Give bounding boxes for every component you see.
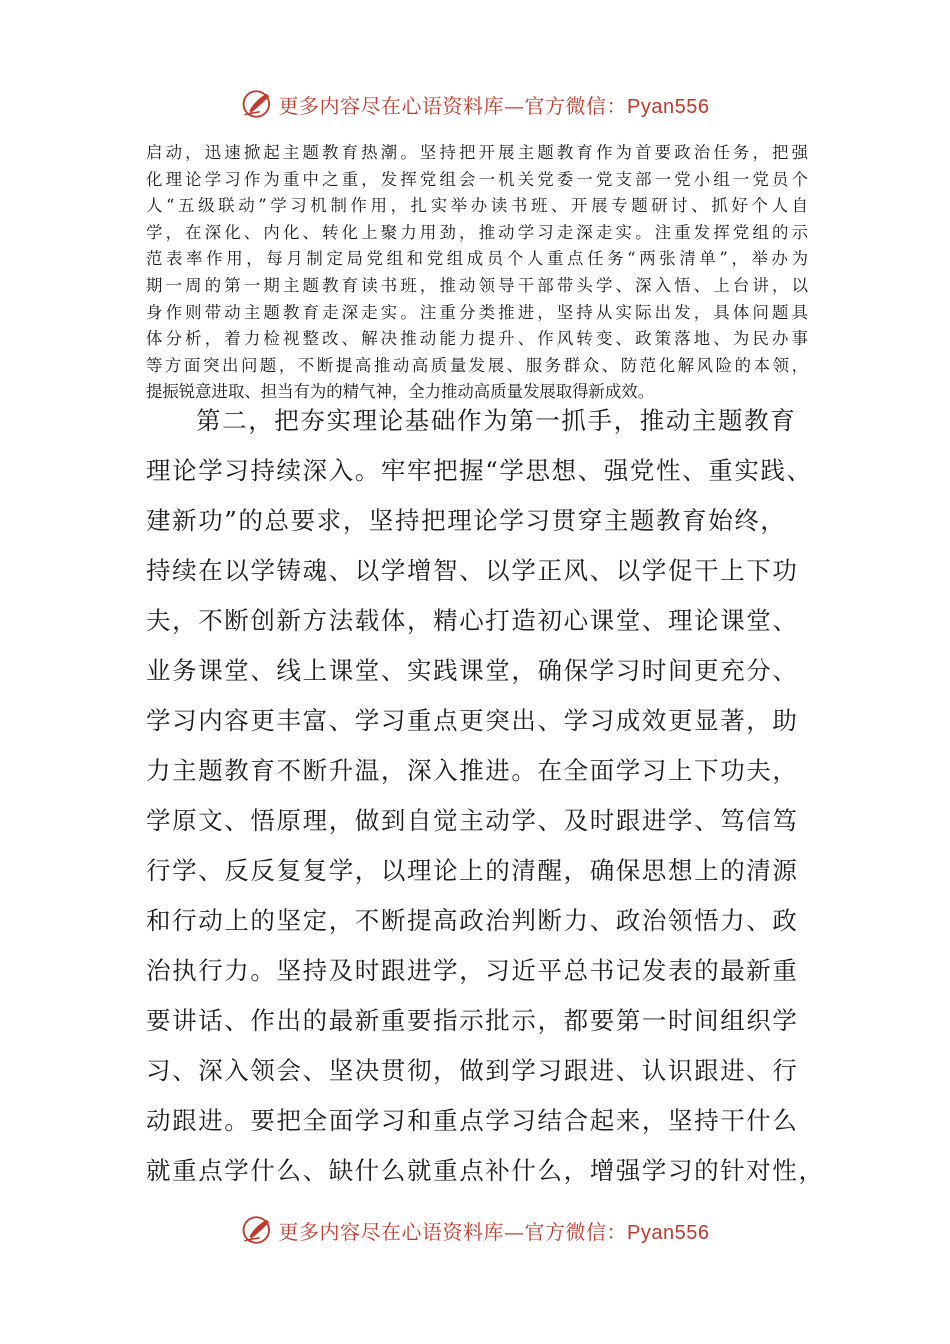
header-wechat-handle: Pyan556 [627,95,710,118]
footer-banner [0,1210,950,1250]
body-line: 持续在以学铸魂、以学增智、以学正风、以学促干上下功 [146,556,799,585]
body-line: 业务课堂、线上课堂、实践课堂，确保学习时间更充分、 [146,656,799,685]
body-line: 行学、反反复复学，以理论上的清醒，确保思想上的清源 [146,856,799,885]
body-line: 第二，把夯实理论基础作为第一抓手，推动主题教育 [196,406,797,435]
footer-text-main: 更多内容尽在心语资料库 [278,1219,505,1244]
pen-nib-logo-icon [241,87,275,121]
pen-nib-logo-icon [241,1213,275,1247]
footer-text [279,1216,710,1245]
body-line: 力主题教育不断升温，深入推进。在全面学习上下功夫， [146,756,799,785]
footer-text-label: 官方微信： [524,1219,628,1244]
intro-line: 范表率作用，每月制定局党组和党组成员个人重点任务“两张清单”，举办为 [146,249,808,269]
body-line: 理论学习持续深入。牢牢把握“学思想、强党性、重实践、 [146,456,813,485]
intro-paragraph [146,140,808,406]
body-line: 习、深入领会、坚决贯彻，做到学习跟进、认识跟进、行 [146,1056,799,1085]
footer-wechat-handle: Pyan556 [627,1221,710,1244]
header-text-sep: — [504,93,525,118]
intro-line: 身作则带动主题教育走深走实。注重分类推进，坚持从实际出发，具体问题具 [146,302,808,322]
intro-line: 学，在深化、内化、转化上聚力用劲，推动学习走深走实。注重发挥党组的示 [146,222,808,242]
intro-line: 体分析，着力检视整改、解决推动能力提升、作风转变、政策落地、为民办事 [146,329,808,349]
intro-line: 启动，迅速掀起主题教育热潮。坚持把开展主题教育作为首要政治任务，把强 [146,143,808,162]
body-line: 学原文、悟原理，做到自觉主动学、及时跟进学、笃信笃 [146,806,799,835]
body-line: 和行动上的坚定，不断提高政治判断力、政治领悟力、政 [146,906,799,935]
body-paragraph [146,396,825,1196]
header-banner [0,84,950,124]
footer-text-sep: — [504,1219,525,1244]
header-text-label: 官方微信： [524,93,628,118]
intro-line: 期一周的第一期主题教育读书班，推动领导干部带头学、深入悟、上台讲，以 [146,275,808,295]
header-text-main: 更多内容尽在心语资料库 [278,93,505,118]
body-line: 夫，不断创新方法载体，精心打造初心课堂、理论课堂、 [146,606,799,635]
body-line: 动跟进。要把全面学习和重点学习结合起来，坚持干什么 [146,1106,799,1135]
intro-line-last: 提振锐意进取、担当有为的精气神，全力推动高质量发展取得新成效。 [146,382,655,402]
body-line: 就重点学什么、缺什么就重点补什么，增强学习的针对性， [146,1156,825,1185]
body-line: 学习内容更丰富、学习重点更突出、学习成效更显著，助 [146,706,799,735]
body-line: 治执行力。坚持及时跟进学，习近平总书记发表的最新重 [146,956,799,985]
intro-line: 等方面突出问题，不断提高推动高质量发展、服务群众、防范化解风险的本领， [146,355,808,375]
header-text [279,90,710,119]
intro-line: 化理论学习作为重中之重，发挥党组会一机关党委一党支部一党小组一党员个 [146,169,808,189]
body-line: 要讲话、作出的最新重要指示批示，都要第一时间组织学 [146,1006,799,1035]
body-line: 建新功”的总要求，坚持把理论学习贯穿主题教育始终， [146,506,787,535]
intro-line: 人“五级联动”学习机制作用，扎实举办读书班、开展专题研讨、抓好个人自 [146,196,808,216]
